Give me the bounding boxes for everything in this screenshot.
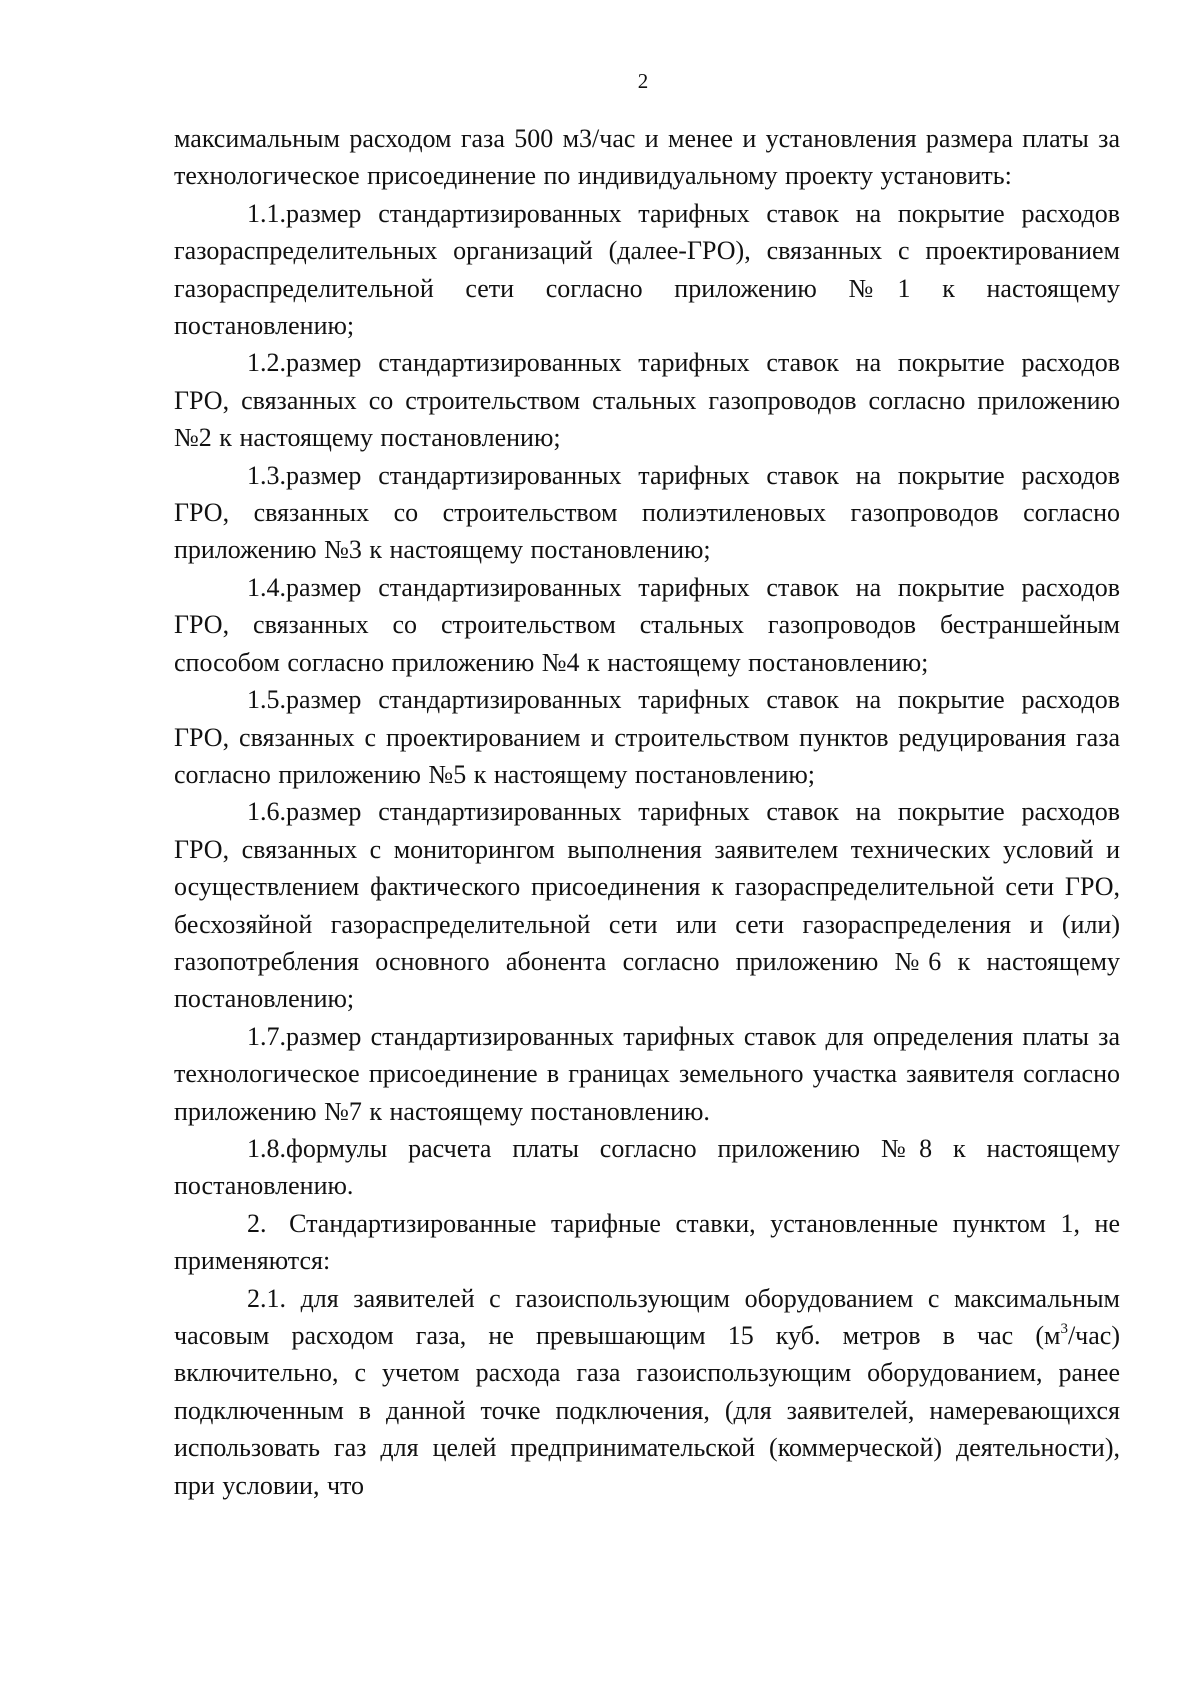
paragraph-1-2: 1.2.размер стандартизированных тарифных ставок на покрытие расходов ГРО, связанных со строительством стальных газопроводов согласно приложению №2 к настоящему постановлению; xyxy=(174,348,1120,453)
paragraph-2-text: Стандартизированные тарифные ставки, установленные пунктом 1, не применяются: xyxy=(174,1208,1121,1276)
page-number: 2 xyxy=(637,69,649,93)
paragraph-1-5: 1.5.размер стандартизированных тарифных ставок на покрытие расходов ГРО, связанных с проектированием и строительством пунктов редуцирования газа согласно приложению №5 к настоящему постановлению; xyxy=(174,685,1120,789)
paragraph-2-1-number: 2.1. xyxy=(247,1283,286,1313)
paragraph-1-7: 1.7.размер стандартизированных тарифных ставок для определения платы за технологическое присоединение в границах земельного участка заявителя согласно приложению №7 к настоящему постановлению. xyxy=(174,1021,1120,1126)
paragraph-2-number: 2. xyxy=(247,1208,267,1238)
paragraph-2-1 xyxy=(174,1280,1120,1504)
paragraph-intro: максимальным расходом газа 500 м3/час и менее и установления размера платы за технологическое присоединение по индивидуальному проекту установить: xyxy=(174,124,1120,191)
paragraph-2-1-text-end: /час) включительно, с учетом расхода газа газоиспользующим оборудованием, ранее подключенным в данной точке подключения, (для заявителей, намеревающихся использовать газ для целей предпринимательской (коммерческой) деятельности), при условии, что xyxy=(174,1321,1120,1500)
paragraph-1-1: 1.1.размер стандартизированных тарифных ставок на покрытие расходов газораспределительных организаций (далее-ГРО), связанных с проектированием газораспределительной сети согласно приложению №1 к настоящему постановлению; xyxy=(174,198,1120,341)
paragraph-2 xyxy=(174,1205,1120,1280)
paragraph-1-8: 1.8.формулы расчета платы согласно приложению №8 к настоящему постановлению. xyxy=(174,1133,1120,1201)
paragraph-1-4: 1.4.размер стандартизированных тарифных ставок на покрытие расходов ГРО, связанных со строительством стальных газопроводов бестраншейным способом согласно приложению №4 к настоящему постановлению; xyxy=(174,572,1120,677)
superscript-cube: 3 xyxy=(1060,1321,1068,1337)
paragraph-2-1-text-start: для заявителей с газоиспользующим оборудованием с максимальным часовым расходом газа, не превышающим 15 куб. метров в час (м xyxy=(174,1283,1120,1350)
paragraph-1-3: 1.3.размер стандартизированных тарифных ставок на покрытие расходов ГРО, связанных со строительством полиэтиленовых газопроводов согласно приложению №3 к настоящему постановлению; xyxy=(174,460,1120,565)
paragraph-1-6: 1.6.размер стандартизированных тарифных ставок на покрытие расходов ГРО, связанных с мониторингом выполнения заявителем технических условий и осуществлением фактического присоединения к газораспределительной сети ГРО, бесхозяйной газораспределительной сети или сети газораспределения и (или) газопотребления основного абонента согласно приложению №6 к настоящему постановлению; xyxy=(174,797,1120,1014)
document-body xyxy=(174,120,1120,1504)
